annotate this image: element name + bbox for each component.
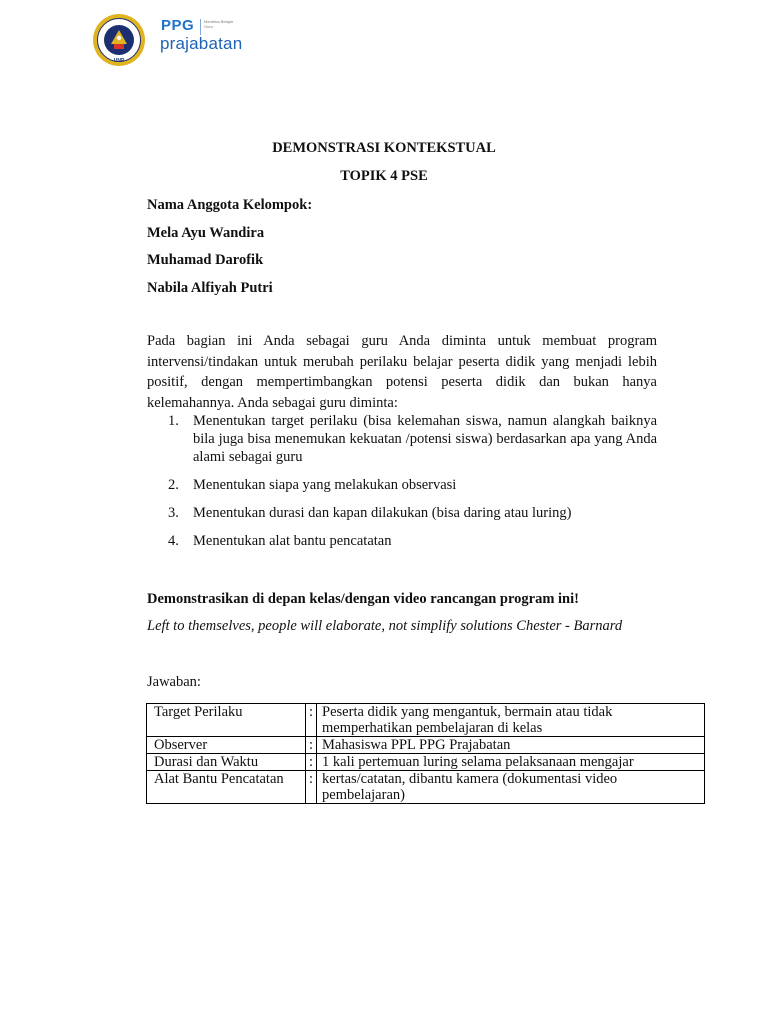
row-value-line: Peserta didik yang mengantuk, bermain atau tidak — [322, 704, 613, 720]
instruction-list — [147, 412, 657, 560]
row-separator: : — [306, 737, 317, 754]
list-number: 4. — [168, 533, 179, 549]
answer-table — [146, 703, 705, 804]
ppg-logo-tagline: Merdeka Belajar Guru — [204, 19, 234, 29]
logo-divider — [200, 19, 201, 35]
row-value-line: kertas/catatan, dibantu kamera (dokumentasi video — [322, 771, 618, 787]
row-separator: : — [306, 704, 317, 737]
unp-seal-logo — [92, 13, 146, 67]
member-name: Nabila Alfiyah Putri — [147, 279, 273, 296]
list-item — [147, 504, 657, 522]
prajabatan-logo-text: prajabatan — [160, 34, 243, 53]
demo-instruction: Demonstrasikan di depan kelas/dengan video rancangan program ini! — [147, 591, 579, 607]
row-label: Durasi dan Waktu — [147, 754, 306, 771]
list-number: 2. — [168, 477, 179, 493]
table-row — [147, 771, 705, 804]
row-separator: : — [306, 771, 317, 804]
row-separator: : — [306, 754, 317, 771]
row-value — [317, 771, 705, 804]
row-label: Target Perilaku — [147, 704, 306, 737]
row-value-line: pembelajaran) — [322, 787, 405, 803]
row-label: Observer — [147, 737, 306, 754]
seal-text: UNP — [113, 58, 125, 64]
member-name: Mela Ayu Wandira — [147, 224, 265, 241]
row-value: Mahasiswa PPL PPG Prajabatan — [317, 737, 705, 754]
table-row — [147, 737, 705, 754]
list-item — [147, 476, 657, 494]
ppg-logo-text: PPG — [161, 17, 195, 34]
list-text: Menentukan alat bantu pencatatan — [193, 533, 392, 549]
list-text: Menentukan durasi dan kapan dilakukan (bisa daring atau luring) — [193, 505, 572, 521]
members-heading: Nama Anggota Kelompok: — [147, 197, 313, 213]
list-number: 1. — [168, 413, 179, 429]
document-title: DEMONSTRASI KONTEKSTUAL — [272, 140, 496, 156]
row-value — [317, 704, 705, 737]
row-value: 1 kali pertemuan luring selama pelaksanaan mengajar — [317, 754, 705, 771]
group-members — [147, 196, 312, 306]
document-subtitle: TOPIK 4 PSE — [340, 168, 428, 184]
list-item — [147, 412, 657, 466]
table-row — [147, 754, 705, 771]
row-value-line: memperhatikan pembelajaran di kelas — [322, 720, 543, 736]
row-label: Alat Bantu Pencatatan — [147, 771, 306, 804]
list-text: Menentukan target perilaku (bisa kelemahan siswa, namun alangkah baiknya bila juga bisa menemukan kekuatan /potensi siswa) berdasarkan apa yang Anda alami sebagai guru — [193, 413, 657, 465]
document-header — [92, 12, 260, 68]
list-text: Menentukan siapa yang melakukan observasi — [193, 477, 457, 493]
quote: Left to themselves, people will elaborate, not simplify solutions Chester - Barnard — [147, 618, 623, 634]
list-item — [147, 532, 657, 550]
answer-label: Jawaban: — [147, 674, 201, 690]
member-name: Muhamad Darofik — [147, 252, 264, 268]
ppg-prajabatan-logo — [160, 17, 260, 63]
list-number: 3. — [168, 505, 179, 521]
table-row — [147, 704, 705, 737]
intro-paragraph: Pada bagian ini Anda sebagai guru Anda diminta untuk membuat program intervensi/tindakan untuk merubah perilaku belajar peserta didik yang menjadi lebih positif, dengan mempertimbangkan potensi peserta didik dan bukan hanya kelemahannya. Anda sebagai guru diminta: — [147, 333, 657, 411]
